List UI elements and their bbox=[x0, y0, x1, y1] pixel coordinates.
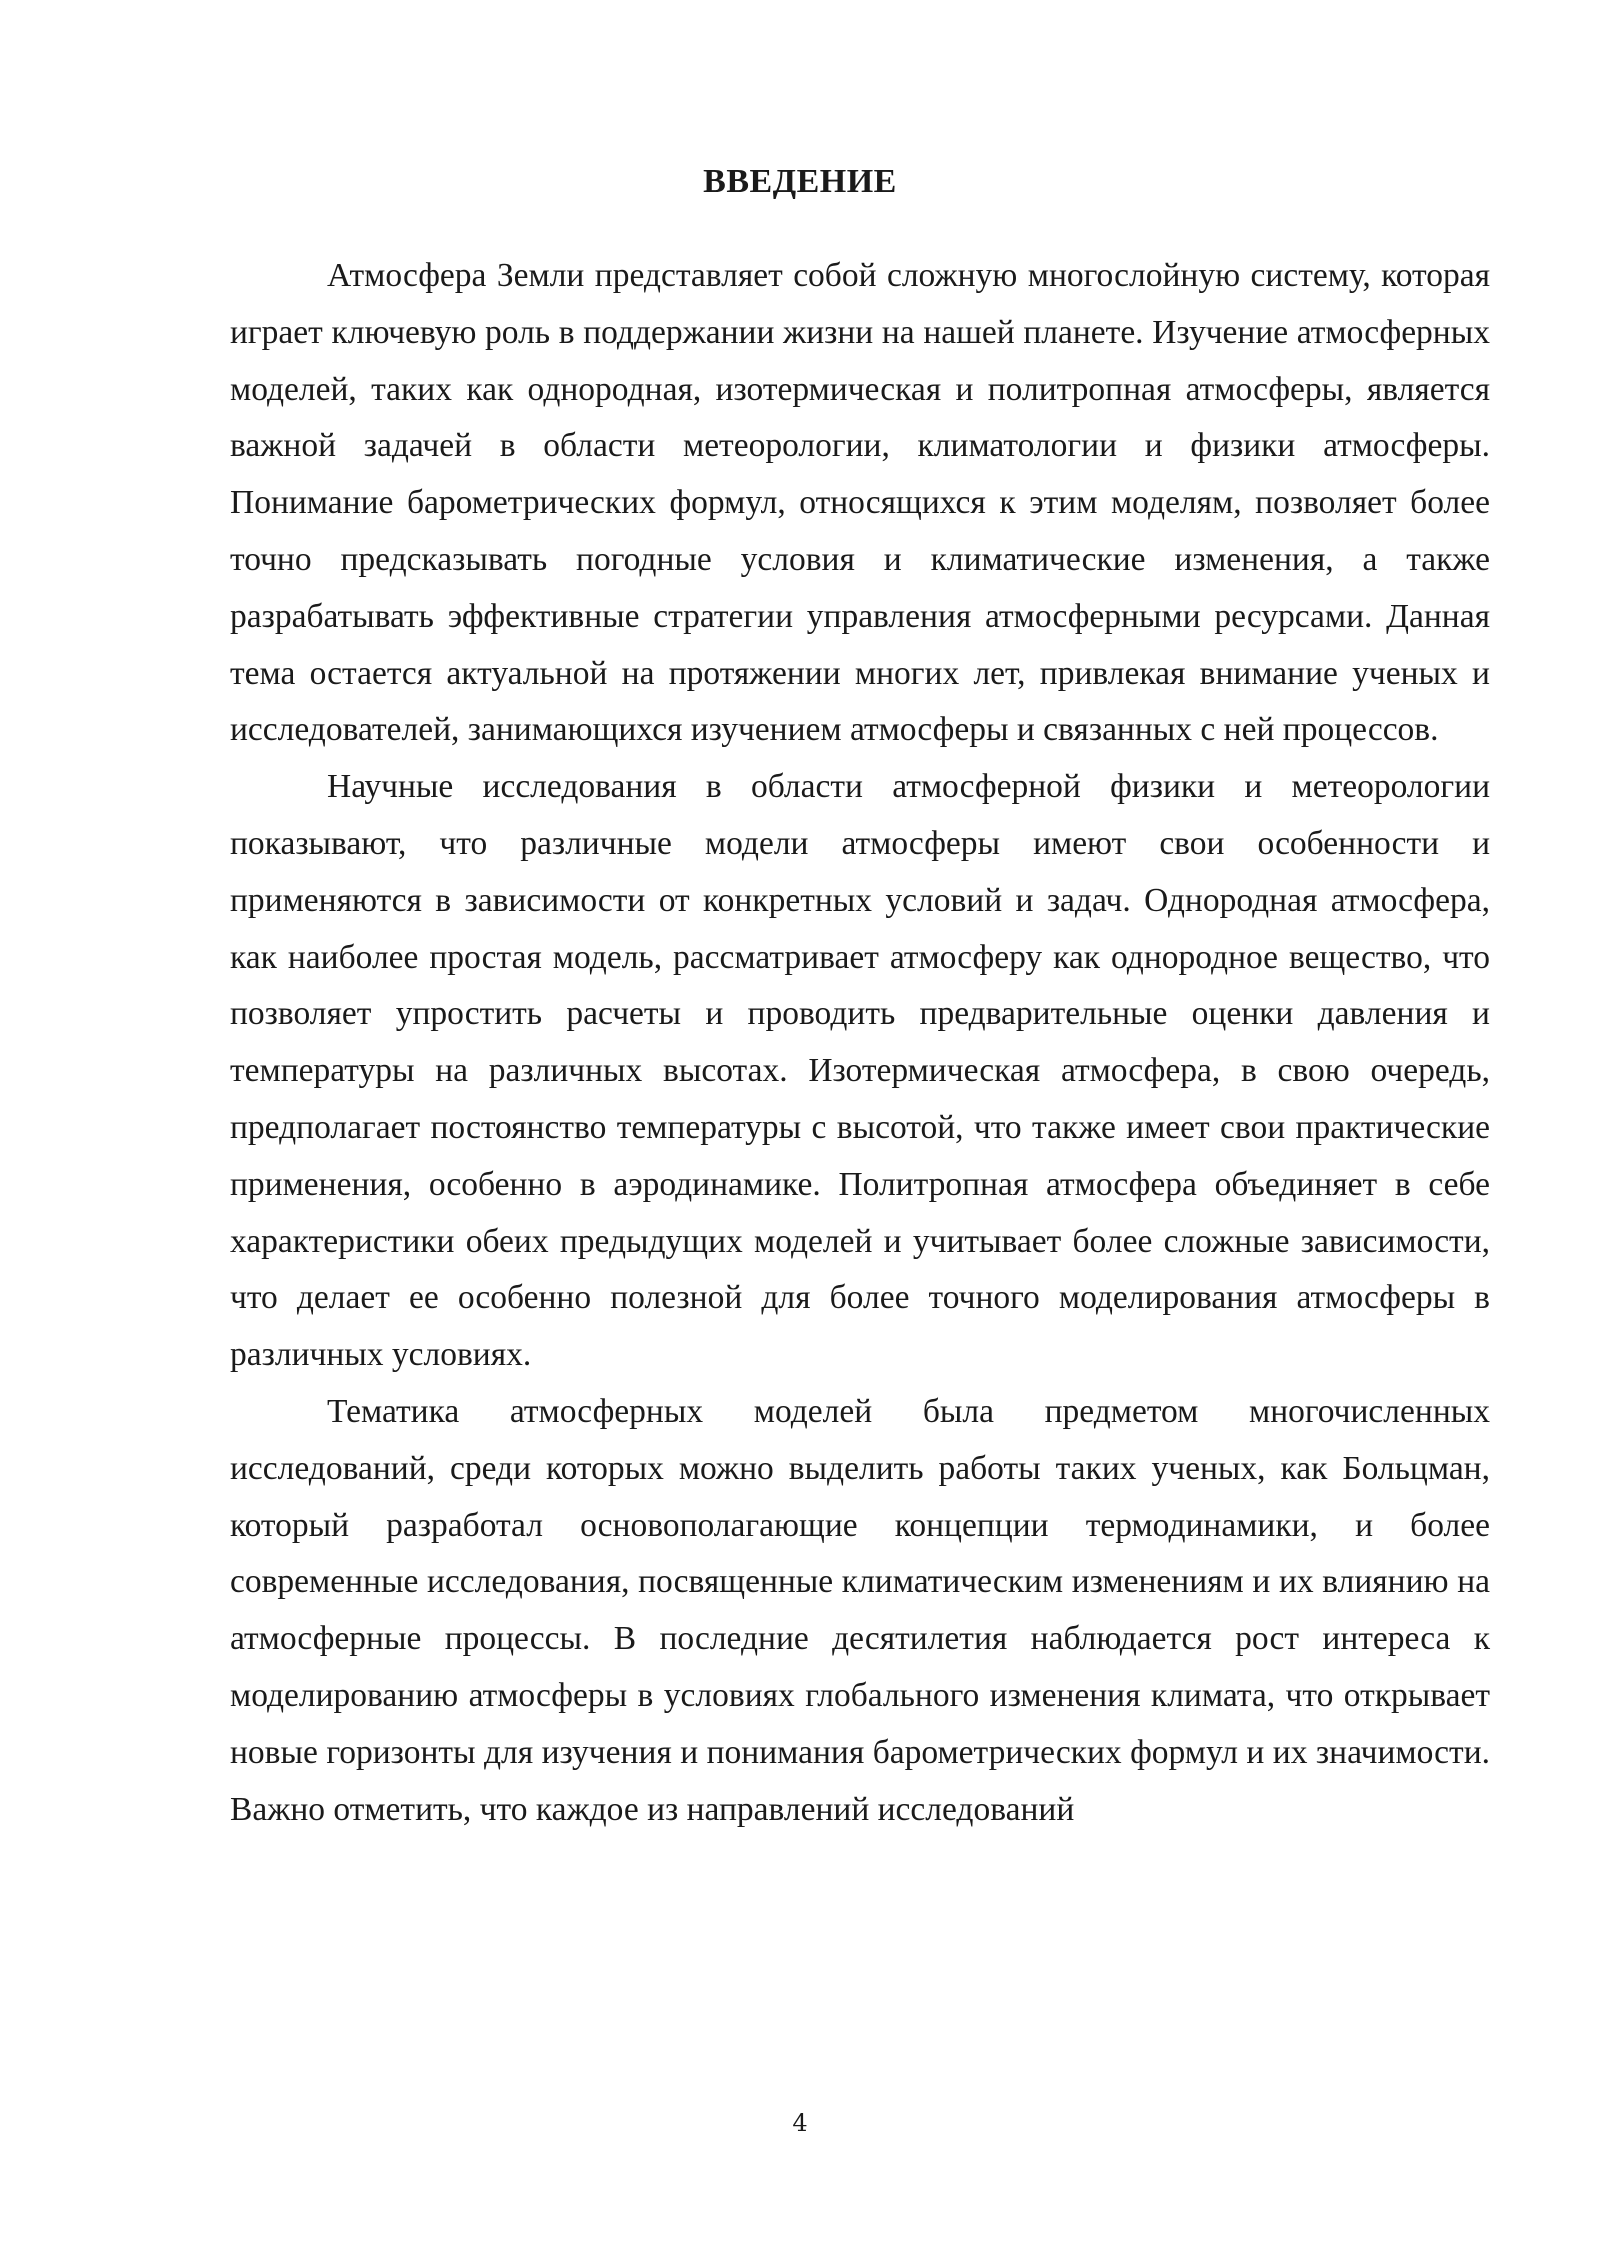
page-number: 4 bbox=[792, 2109, 808, 2137]
paragraph-research: Научные исследования в области атмосферной физики и метеорологии показывают, что различные модели атмосферы имеют свои особенности и применяются в зависимости от конкретных условий и задач. Однородная атмосфера, как наиболее простая модель, рассматривает атмосферу как однородное вещество, что позволяет упростить расчеты и проводить предварительные оценки давления и температуры на различных высотах. Изотермическая атмосфера, в свою очередь, предполагает постоянство температуры с высотой, что также имеет свои практические применения, особенно в аэродинамике. Политропная атмосфера объединяет в себе характеристики обеих предыдущих моделей и учитывает более сложные зависимости, что делает ее особенно полезной для более точного моделирования атмосферы в различных условиях. bbox=[230, 768, 1490, 1374]
body-text bbox=[230, 248, 1490, 1838]
paragraph-intro: Атмосфера Земли представляет собой сложную многослойную систему, которая играет ключевую роль в поддержании жизни на нашей планете. Изучение атмосферных моделей, таких как однородная, изотермическая и политропная атмосферы, является важной задачей в области метеорологии, климатологии и физики атмосферы. Понимание барометрических формул, относящихся к этим моделям, позволяет более точно предсказывать погодные условия и климатические изменения, а также разрабатывать эффективные стратегии управления атмосферными ресурсами. Данная тема остается актуальной на протяжении многих лет, привлекая внимание ученых и исследователей, занимающихся изучением атмосферы и связанных с ней процессов. bbox=[230, 257, 1490, 749]
page-title: ВВЕДЕНИЕ bbox=[703, 163, 897, 200]
paragraph-topics: Тематика атмосферных моделей была предметом многочисленных исследований, среди которых можно выделить работы таких ученых, как Больцман, который разработал основополагающие концепции термодинамики, и более современные исследования, посвященные климатическим изменениям и их влиянию на атмосферные процессы. В последние десятилетия наблюдается рост интереса к моделированию атмосферы в условиях глобального изменения климата, что открывает новые горизонты для изучения и понимания барометрических формул и их значимости. Важно отметить, что каждое из направлений исследований bbox=[230, 1392, 1490, 1828]
